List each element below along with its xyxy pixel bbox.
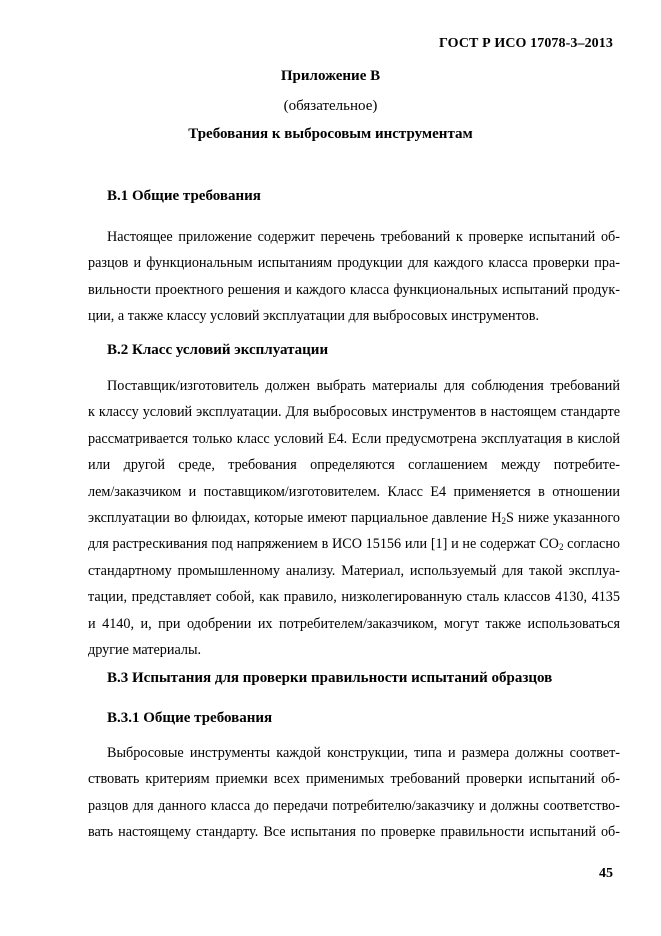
- subscript: 2: [501, 516, 507, 527]
- paragraph-line: Поставщик/изготовитель должен выбрать материалы для соблюдения требований: [107, 378, 620, 394]
- paragraph-line: вать настоящему стандарту. Все испытания по проверке правильности испытаний об-: [88, 824, 620, 841]
- paragraph-line: разцов и функциональным испытаниям продукции для каждого класса проверки пра-: [88, 255, 620, 272]
- line-text: эксплуатации во флюидах, которые имеют парциальное давление H: [88, 510, 502, 527]
- section-b3-heading: В.3 Испытания для проверки правильности испытаний образцов: [107, 670, 553, 686]
- paragraph-line: или другой среде, требования определяются соглашением между потребите-: [88, 457, 620, 474]
- appendix-status: (обязательное): [283, 98, 378, 114]
- line-text: согласно: [563, 536, 621, 553]
- line-text: S ниже указанного: [506, 510, 620, 527]
- paragraph-line: к классу условий эксплуатации. Для выбросовых инструментов в настоящем стандарте: [88, 404, 620, 421]
- line-text: для растрескивания под напряжением в ИСО 15156 или [1] и не содержат CO: [88, 536, 559, 553]
- paragraph-line: Настоящее приложение содержит перечень требований к проверке испытаний об-: [107, 229, 620, 245]
- paragraph-line: вильности проектного решения и каждого класса функциональных испытаний продук-: [88, 281, 620, 298]
- appendix-title: Приложение В: [280, 68, 381, 84]
- section-b2-paragraph: [88, 373, 620, 663]
- subscript: 2: [558, 542, 564, 553]
- paragraph-line: и 4140, и, при одобрении их потребителем/заказчиком, могут также использоваться: [88, 615, 620, 632]
- paragraph-line: [88, 531, 620, 557]
- paragraph-line: [88, 505, 620, 531]
- paragraph-line: ствовать критериям приемки всех применимых требований проверки испытаний об-: [88, 771, 620, 788]
- paragraph-line: ции, а также классу условий эксплуатации для выбросовых инструментов.: [88, 308, 539, 325]
- section-b31-paragraph: [88, 740, 620, 846]
- section-b31-heading: В.3.1 Общие требования: [107, 710, 273, 726]
- paragraph-line: разцов для данного класса до передачи потребителю/заказчику и должны соответство-: [88, 797, 620, 814]
- paragraph-line: тации, представляет собой, как правило, низколегированную сталь классов 4130, 4135: [88, 589, 620, 606]
- section-b2-heading: В.2 Класс условий эксплуатации: [107, 342, 329, 358]
- paragraph-line: стандартному промышленному анализу. Материал, используемый для такой эксплуа-: [88, 562, 620, 579]
- paragraph-line: другие материалы.: [88, 642, 202, 659]
- paragraph-line: лем/заказчиком и поставщиком/изготовителем. Класс Е4 применяется в отношении: [88, 483, 620, 500]
- paragraph-line: рассматривается только класс условий Е4. Если предусмотрена эксплуатация в кислой: [88, 430, 620, 447]
- page-number: 45: [599, 866, 613, 881]
- paragraph-line: Выбросовые инструменты каждой конструкции, типа и размера должны соответ-: [107, 745, 620, 761]
- section-b1-heading: В.1 Общие требования: [107, 188, 261, 204]
- appendix-heading: Требования к выбросовым инструментам: [188, 126, 473, 142]
- section-b1-paragraph: [88, 224, 620, 330]
- document-header: ГОСТ Р ИСО 17078-3–2013: [439, 36, 613, 51]
